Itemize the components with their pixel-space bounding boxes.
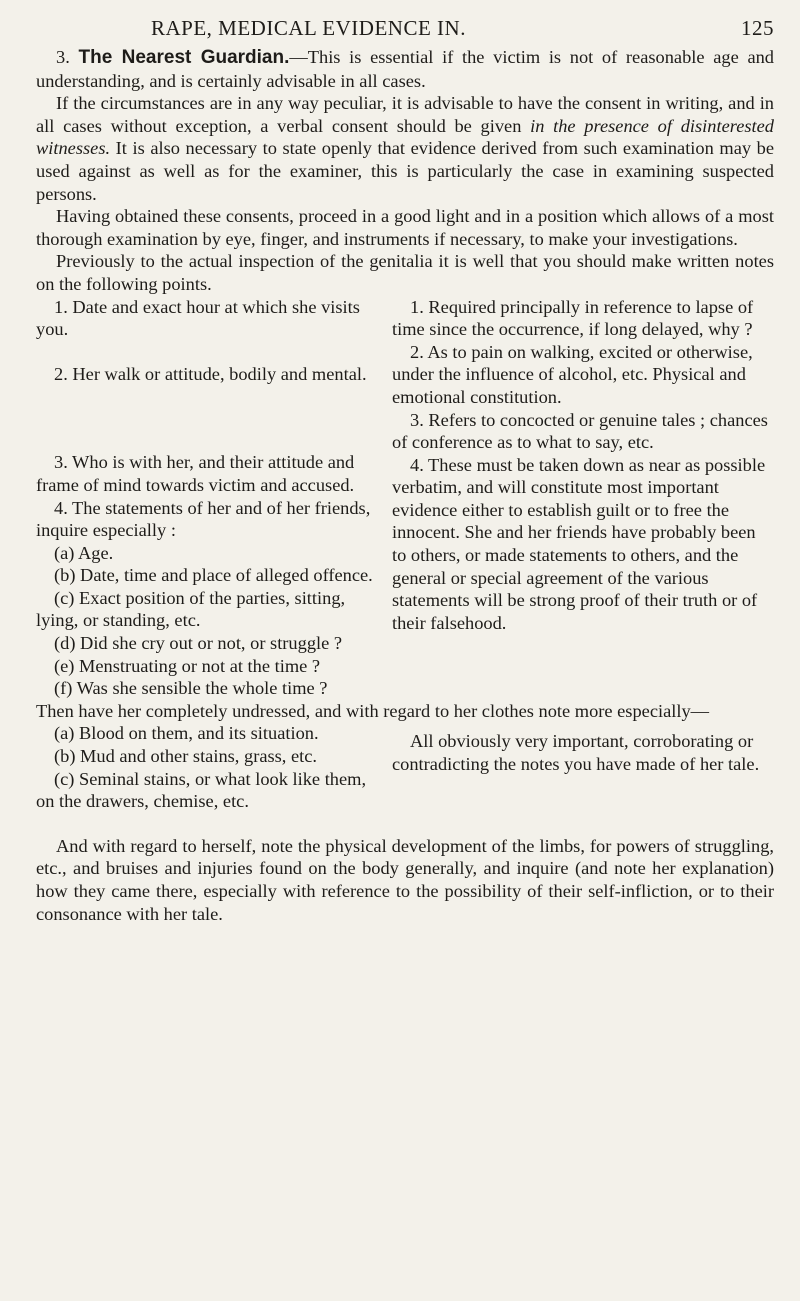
left-point-4f: (f) Was she sensible the whole time ? bbox=[54, 678, 328, 699]
right-point-2: 2. As to pain on walking, excited or otherwise, under the influence of alcohol, etc. Physical and emotional constitution. bbox=[392, 341, 753, 407]
right-point-4: 4. These must be taken down as near as possible verbatim, and will constitute most important evidence either to establish guilt or to free the innocent. She and her friends have probably been to others, or made statements to others, and the general or special agreement of the various statements will be strong proof of their truth or of their falsehood. bbox=[392, 454, 766, 633]
left-point-4: 4. The statements of her and of her friends, inquire especially : bbox=[36, 497, 371, 541]
clothes-right-column bbox=[392, 722, 774, 812]
points-left-column bbox=[36, 296, 376, 700]
left-point-2: 2. Her walk or attitude, bodily and mental. bbox=[54, 363, 367, 384]
consent-italic: in the presence of disinterested witnesses. bbox=[36, 115, 774, 159]
consent-text-1: If the circumstances are in any way peculiar, it is advisable to have the consent in writing, and in all cases without exception, a verbal consent should be given bbox=[36, 93, 774, 136]
left-point-4b: (b) Date, time and place of alleged offence. bbox=[54, 565, 373, 586]
section-3-text: —This is essential if the victim is not of reasonable age and understanding, and is certainly advisable in all cases. bbox=[36, 47, 774, 91]
section-3-heading: The Nearest Guardian. bbox=[78, 47, 290, 68]
points-columns bbox=[36, 296, 774, 700]
left-point-1: 1. Date and exact hour at which she visits you. bbox=[36, 296, 360, 340]
clothes-item-c: (c) Seminal stains, or what look like them, on the drawers, chemise, etc. bbox=[36, 768, 367, 812]
clothes-item-b: (b) Mud and other stains, grass, etc. bbox=[54, 746, 318, 767]
consent-paragraph bbox=[36, 92, 774, 205]
running-head-title: RAPE, MEDICAL EVIDENCE IN. bbox=[151, 16, 466, 40]
section-3-number: 3. bbox=[56, 47, 70, 67]
clothes-note: All obviously very important, corroborating or contradicting the notes you have made of her tale. bbox=[392, 731, 760, 775]
section-3-paragraph bbox=[36, 46, 774, 92]
points-right-column bbox=[392, 296, 774, 700]
clothes-paragraph: Then have her completely undressed, and with regard to her clothes note more especially— bbox=[36, 700, 710, 721]
clothes-columns bbox=[36, 722, 774, 812]
left-point-4a: (a) Age. bbox=[54, 542, 114, 563]
clothes-item-a: (a) Blood on them, and its situation. bbox=[54, 723, 319, 744]
left-point-3: 3. Who is with her, and their attitude and frame of mind towards victim and accused. bbox=[36, 452, 355, 495]
consent-text-2: It is also necessary to state openly that evidence derived from such examination may be used against as well as for the examiner, this is particularly the case in examining suspected persons. bbox=[36, 138, 774, 204]
page-number: 125 bbox=[741, 16, 774, 40]
notes-paragraph: Previously to the actual inspection of the genitalia it is well that you should make written notes on the following points. bbox=[36, 251, 774, 294]
left-point-4d: (d) Did she cry out or not, or struggle ? bbox=[54, 633, 343, 654]
running-head bbox=[36, 10, 774, 46]
left-point-4e: (e) Menstruating or not at the time ? bbox=[54, 655, 321, 676]
page bbox=[36, 10, 774, 925]
right-point-1: 1. Required principally in reference to lapse of time since the occurrence, if long delayed, why ? bbox=[392, 296, 754, 340]
left-point-4c: (c) Exact position of the parties, sitting, lying, or standing, etc. bbox=[36, 587, 346, 631]
light-paragraph: Having obtained these consents, proceed in a good light and in a position which allows of a most thorough examination by eye, finger, and instruments if necessary, to make your investigations. bbox=[36, 206, 774, 249]
right-point-3: 3. Refers to concocted or genuine tales ; chances of conference as to what to say, etc. bbox=[392, 409, 768, 453]
clothes-left-column bbox=[36, 722, 376, 812]
final-paragraph: And with regard to herself, note the physical development of the limbs, for powers of struggling, etc., and bruises and injuries found on the body generally, and inquire (and note her explanation) how they came there, especially with reference to the possibility of their self-infliction, or to their consonance with her tale. bbox=[36, 835, 774, 924]
